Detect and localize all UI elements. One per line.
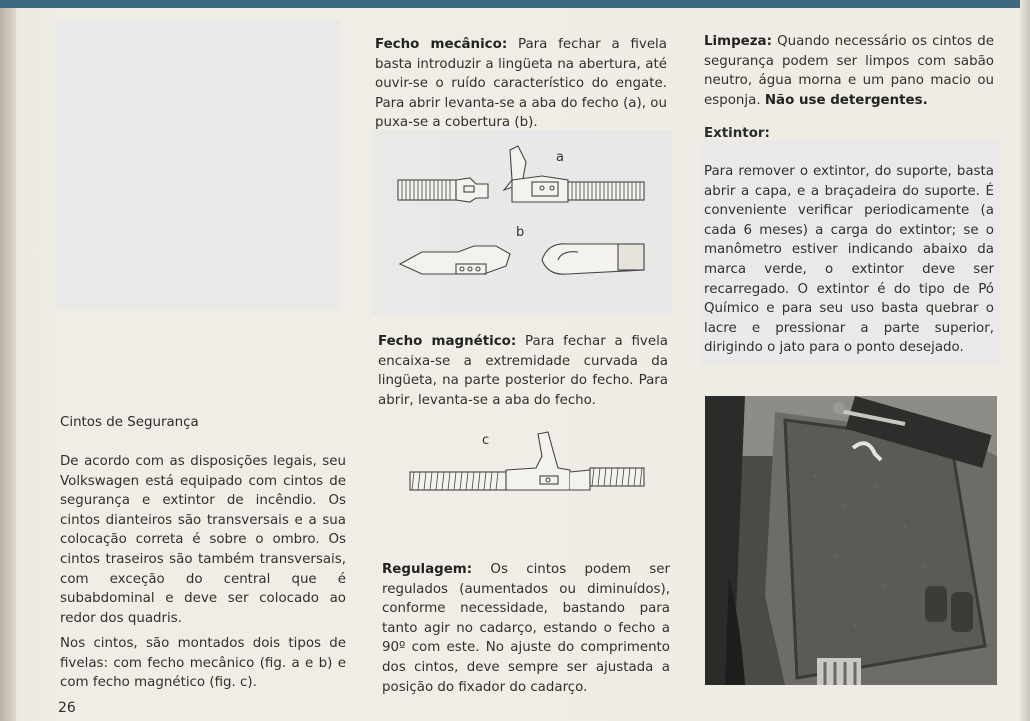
adjustment-label: Regulagem: — [382, 562, 473, 577]
seat-belts-intro-paragraph: De acordo com as disposições legais, seu Volkswagen está equipado com cintos de segurança e extintor de incêndio. Os cintos dianteiros são transversais e a sua colocação correta é sobre o ombro. Os cintos traseiros são também transversais, com exceção do central que é subabdominal e deve ser colocado ao redor dos quadris. — [60, 454, 346, 626]
figure-label-c: c — [482, 433, 490, 448]
cleaning-warning: Não use detergentes. — [764, 92, 928, 108]
cleaning-text: Quando necessário os cintos de segurança podem ser limpos com sabão neutro, água morna e um pano macio ou esponja. — [704, 34, 994, 108]
mechanical-clasp-figure — [392, 140, 662, 285]
magnetic-clasp-label: Fecho magnético: — [378, 334, 517, 349]
adjustment-text: Os cintos podem ser regulados (aumentados ou diminuídos), conforme necessidade, bastando para tanto agir no cadarço, estando o fecho a 90º com este. No ajuste do comprimento dos cintos, deve sempre ser ajustada a posição do fixador do cadarço. — [382, 562, 670, 695]
buckle-types-paragraph: Nos cintos, são montados dois tipos de fivelas: com fecho mecânico (fig. a e b) e com fecho magnético (fig. c). — [60, 636, 346, 691]
magnetic-clasp-figure — [402, 428, 652, 500]
page-number: 26 — [58, 700, 76, 716]
top-edge — [0, 0, 1030, 8]
section-title-seat-belts: Cintos de Segurança — [60, 415, 199, 430]
mechanical-clasp-text: Para fechar a fivela basta introduzir a lingüeta na abertura, até ouvir-se o ruído característico do engate. Para abrir levanta-se a aba do fecho (a), ou puxa-se a cobertura (b). — [375, 37, 667, 131]
extinguisher-paragraph: Para remover o extintor, do suporte, basta abrir a capa, e a braçadeira do suporte. É conveniente verificar periodicamente (a cada 6 meses) a carga do extintor; se o manômetro estiver indicando abaixo da marca verde, o extintor deve ser recarregado. O extintor é do tipo de Pó Químico e para seu uso basta quebrar o lacre e pressionar a parte superior, dirigindo o jato para o ponto desejado. — [704, 164, 994, 356]
extinguisher-photo — [705, 396, 997, 685]
figure-label-b: b — [516, 225, 525, 240]
cleaning-label: Limpeza: — [704, 34, 772, 49]
right-page-edge — [1020, 0, 1030, 721]
book-binding — [0, 0, 16, 721]
magnetic-clasp-text: Para fechar a fivela encaixa-se a extremidade curvada da lingüeta, na parte posterior do fecho. Para abrir, levanta-se a aba do fecho. — [378, 334, 668, 408]
adjustment-paragraph — [382, 560, 670, 697]
extinguisher-title: Extintor: — [704, 126, 770, 141]
figure-label-a: a — [556, 150, 564, 165]
mechanical-clasp-label: Fecho mecânico: — [375, 37, 508, 52]
cleaning-paragraph — [704, 32, 994, 110]
magnetic-clasp-paragraph — [378, 332, 668, 410]
bleed-through-block-left — [55, 20, 340, 310]
mechanical-clasp-paragraph — [375, 35, 667, 133]
